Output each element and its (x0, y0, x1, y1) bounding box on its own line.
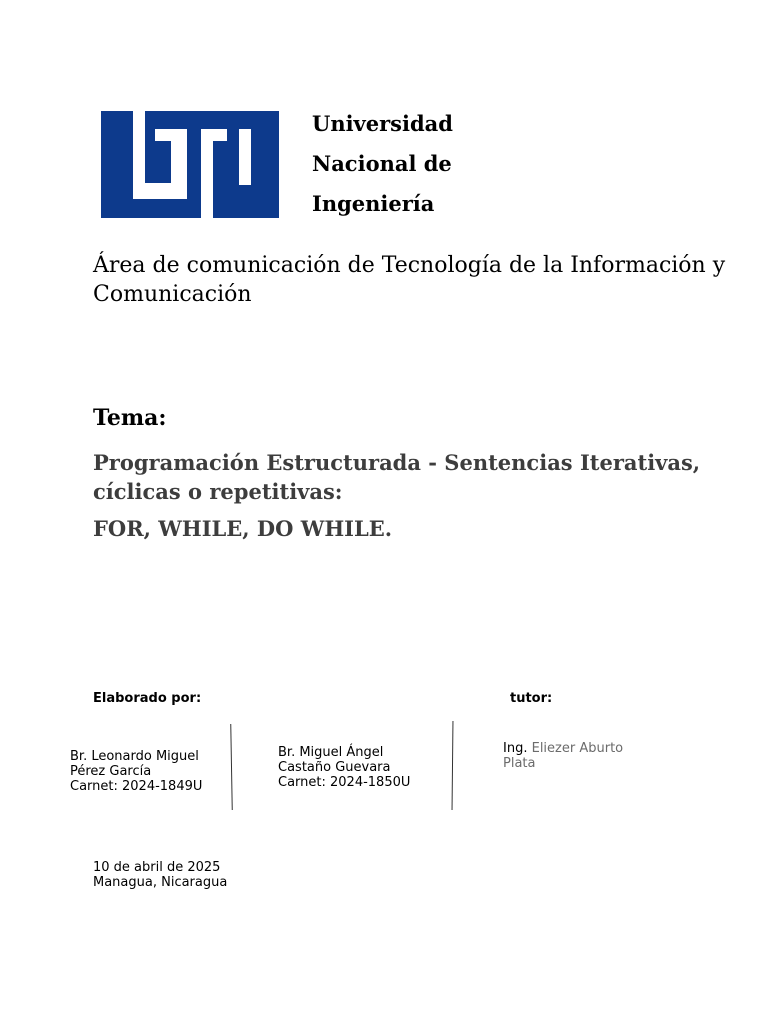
uni-logo-icon (101, 111, 279, 218)
topic-title: Programación Estructurada - Sentencias Iterativas, cíclicas o repetitivas: (93, 450, 701, 504)
student-2-name-line-2: Castaño Guevara (278, 760, 391, 775)
tutor-prefix: Ing. (503, 741, 528, 756)
student-2-carnet: Carnet: 2024-1850U (278, 775, 411, 790)
prepared-by-label: Elaborado por: (93, 691, 202, 706)
column-divider-2 (452, 721, 454, 810)
university-name-line-3: Ingeniería (312, 191, 435, 216)
university-name-line-2: Nacional de (312, 151, 452, 176)
university-name (312, 104, 453, 224)
student-1 (70, 749, 202, 794)
student-2 (278, 745, 410, 790)
department-area: Área de comunicación de Tecnología de la Información y Comunicación (93, 253, 726, 307)
footer-date: 10 de abril de 2025 (93, 860, 221, 875)
topic-subtitle: FOR, WHILE, DO WHILE. (93, 516, 393, 541)
logo-background (101, 111, 279, 218)
tutor-name: Eliezer Aburto Plata (503, 741, 624, 771)
student-1-carnet: Carnet: 2024-1849U (70, 779, 203, 794)
logo-i-stem (239, 129, 251, 185)
tutor-label: tutor: (510, 691, 553, 706)
student-1-name-line-1: Br. Leonardo Miguel (70, 749, 199, 764)
student-2-name-line-1: Br. Miguel Ángel (278, 745, 384, 760)
footer (93, 860, 227, 890)
column-divider-1 (230, 724, 233, 810)
university-name-line-1: Universidad (312, 111, 453, 136)
footer-place: Managua, Nicaragua (93, 875, 228, 890)
tutor-info (503, 741, 653, 771)
student-1-name-line-2: Pérez García (70, 764, 152, 779)
topic-label: Tema: (93, 405, 167, 431)
